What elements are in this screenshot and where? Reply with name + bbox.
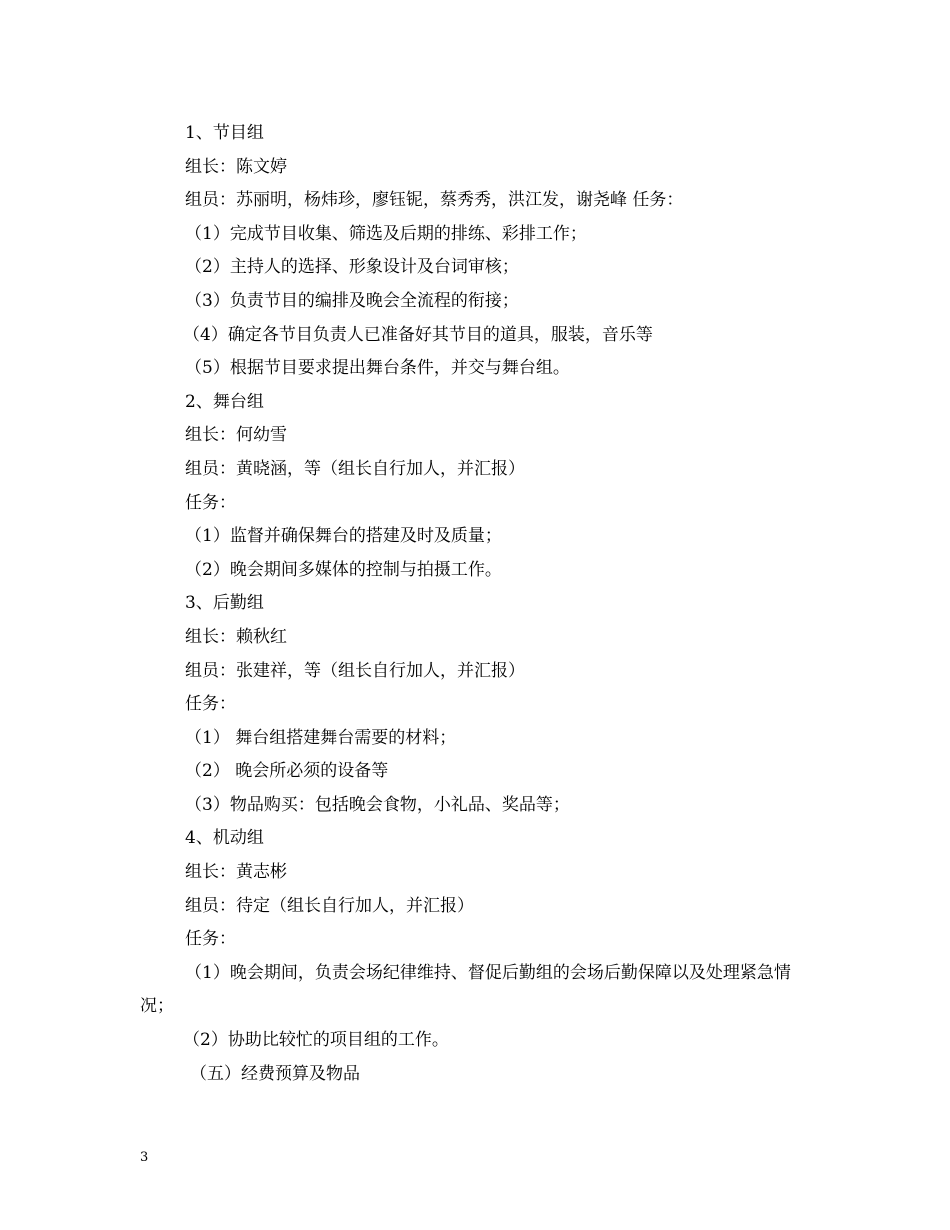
program-group-leader: 组长：陈文婷 xyxy=(185,156,287,177)
program-task-item: （5）根据节目要求提出舞台条件，并交与舞台组。 xyxy=(185,358,570,379)
logistics-group-members: 组员：张建祥，等（组长自行加人，并汇报） xyxy=(185,660,525,681)
logistics-group-leader: 组长：赖秋红 xyxy=(185,626,287,647)
program-group-members: 组员：苏丽明，杨炜珍，廖钰铌，蔡秀秀，洪江发，谢尧峰 任务： xyxy=(185,190,684,211)
mobile-group-leader: 组长：黄志彬 xyxy=(185,862,287,883)
program-task-item: （2）主持人的选择、形象设计及台词审核； xyxy=(185,257,519,278)
mobile-task-item: （2）协助比较忙的项目组的工作。 xyxy=(183,1030,449,1051)
logistics-task-item: （2） 晚会所必须的设备等 xyxy=(185,761,389,782)
stage-task-item: （1）监督并确保舞台的搭建及时及质量； xyxy=(185,526,502,547)
stage-group-leader: 组长：何幼雪 xyxy=(185,425,287,446)
logistics-task-item: （3）物品购买：包括晚会食物，小礼品、奖品等； xyxy=(185,794,570,815)
logistics-task-item: （1） 舞台组搭建舞台需要的材料； xyxy=(185,727,457,748)
section-heading-logistics-group: 3、后勤组 xyxy=(185,593,264,614)
mobile-task-item: （1）晚会期间，负责会场纪律维持、督促后勤组的会场后勤保障以及处理紧急情况； xyxy=(140,962,791,1017)
stage-task-item: （2）晚会期间多媒体的控制与拍摄工作。 xyxy=(185,559,502,580)
stage-group-tasks-label: 任务： xyxy=(185,492,236,513)
program-task-item: （4）确定各节目负责人已准备好其节目的道具，服装，音乐等 xyxy=(183,324,653,345)
mobile-group-tasks-label: 任务： xyxy=(185,929,236,950)
stage-group-members: 组员：黄晓涵，等（组长自行加人，并汇报） xyxy=(185,458,525,479)
section-heading-program-group: 1、节目组 xyxy=(185,123,264,143)
page-number: 3 xyxy=(140,1150,149,1165)
section-heading-mobile-group: 4、机动组 xyxy=(185,828,264,849)
mobile-group-members: 组员：待定（组长自行加人，并汇报） xyxy=(185,895,474,916)
section-heading-stage-group: 2、舞台组 xyxy=(185,391,264,412)
program-task-item: （1）完成节目收集、筛选及后期的排练、彩排工作； xyxy=(185,223,587,244)
program-task-item: （3）负责节目的编排及晚会全流程的衔接； xyxy=(185,290,519,311)
section-heading-budget: （五）经费预算及物品 xyxy=(190,1063,360,1084)
document-body xyxy=(140,117,820,1091)
logistics-group-tasks-label: 任务： xyxy=(185,694,236,715)
